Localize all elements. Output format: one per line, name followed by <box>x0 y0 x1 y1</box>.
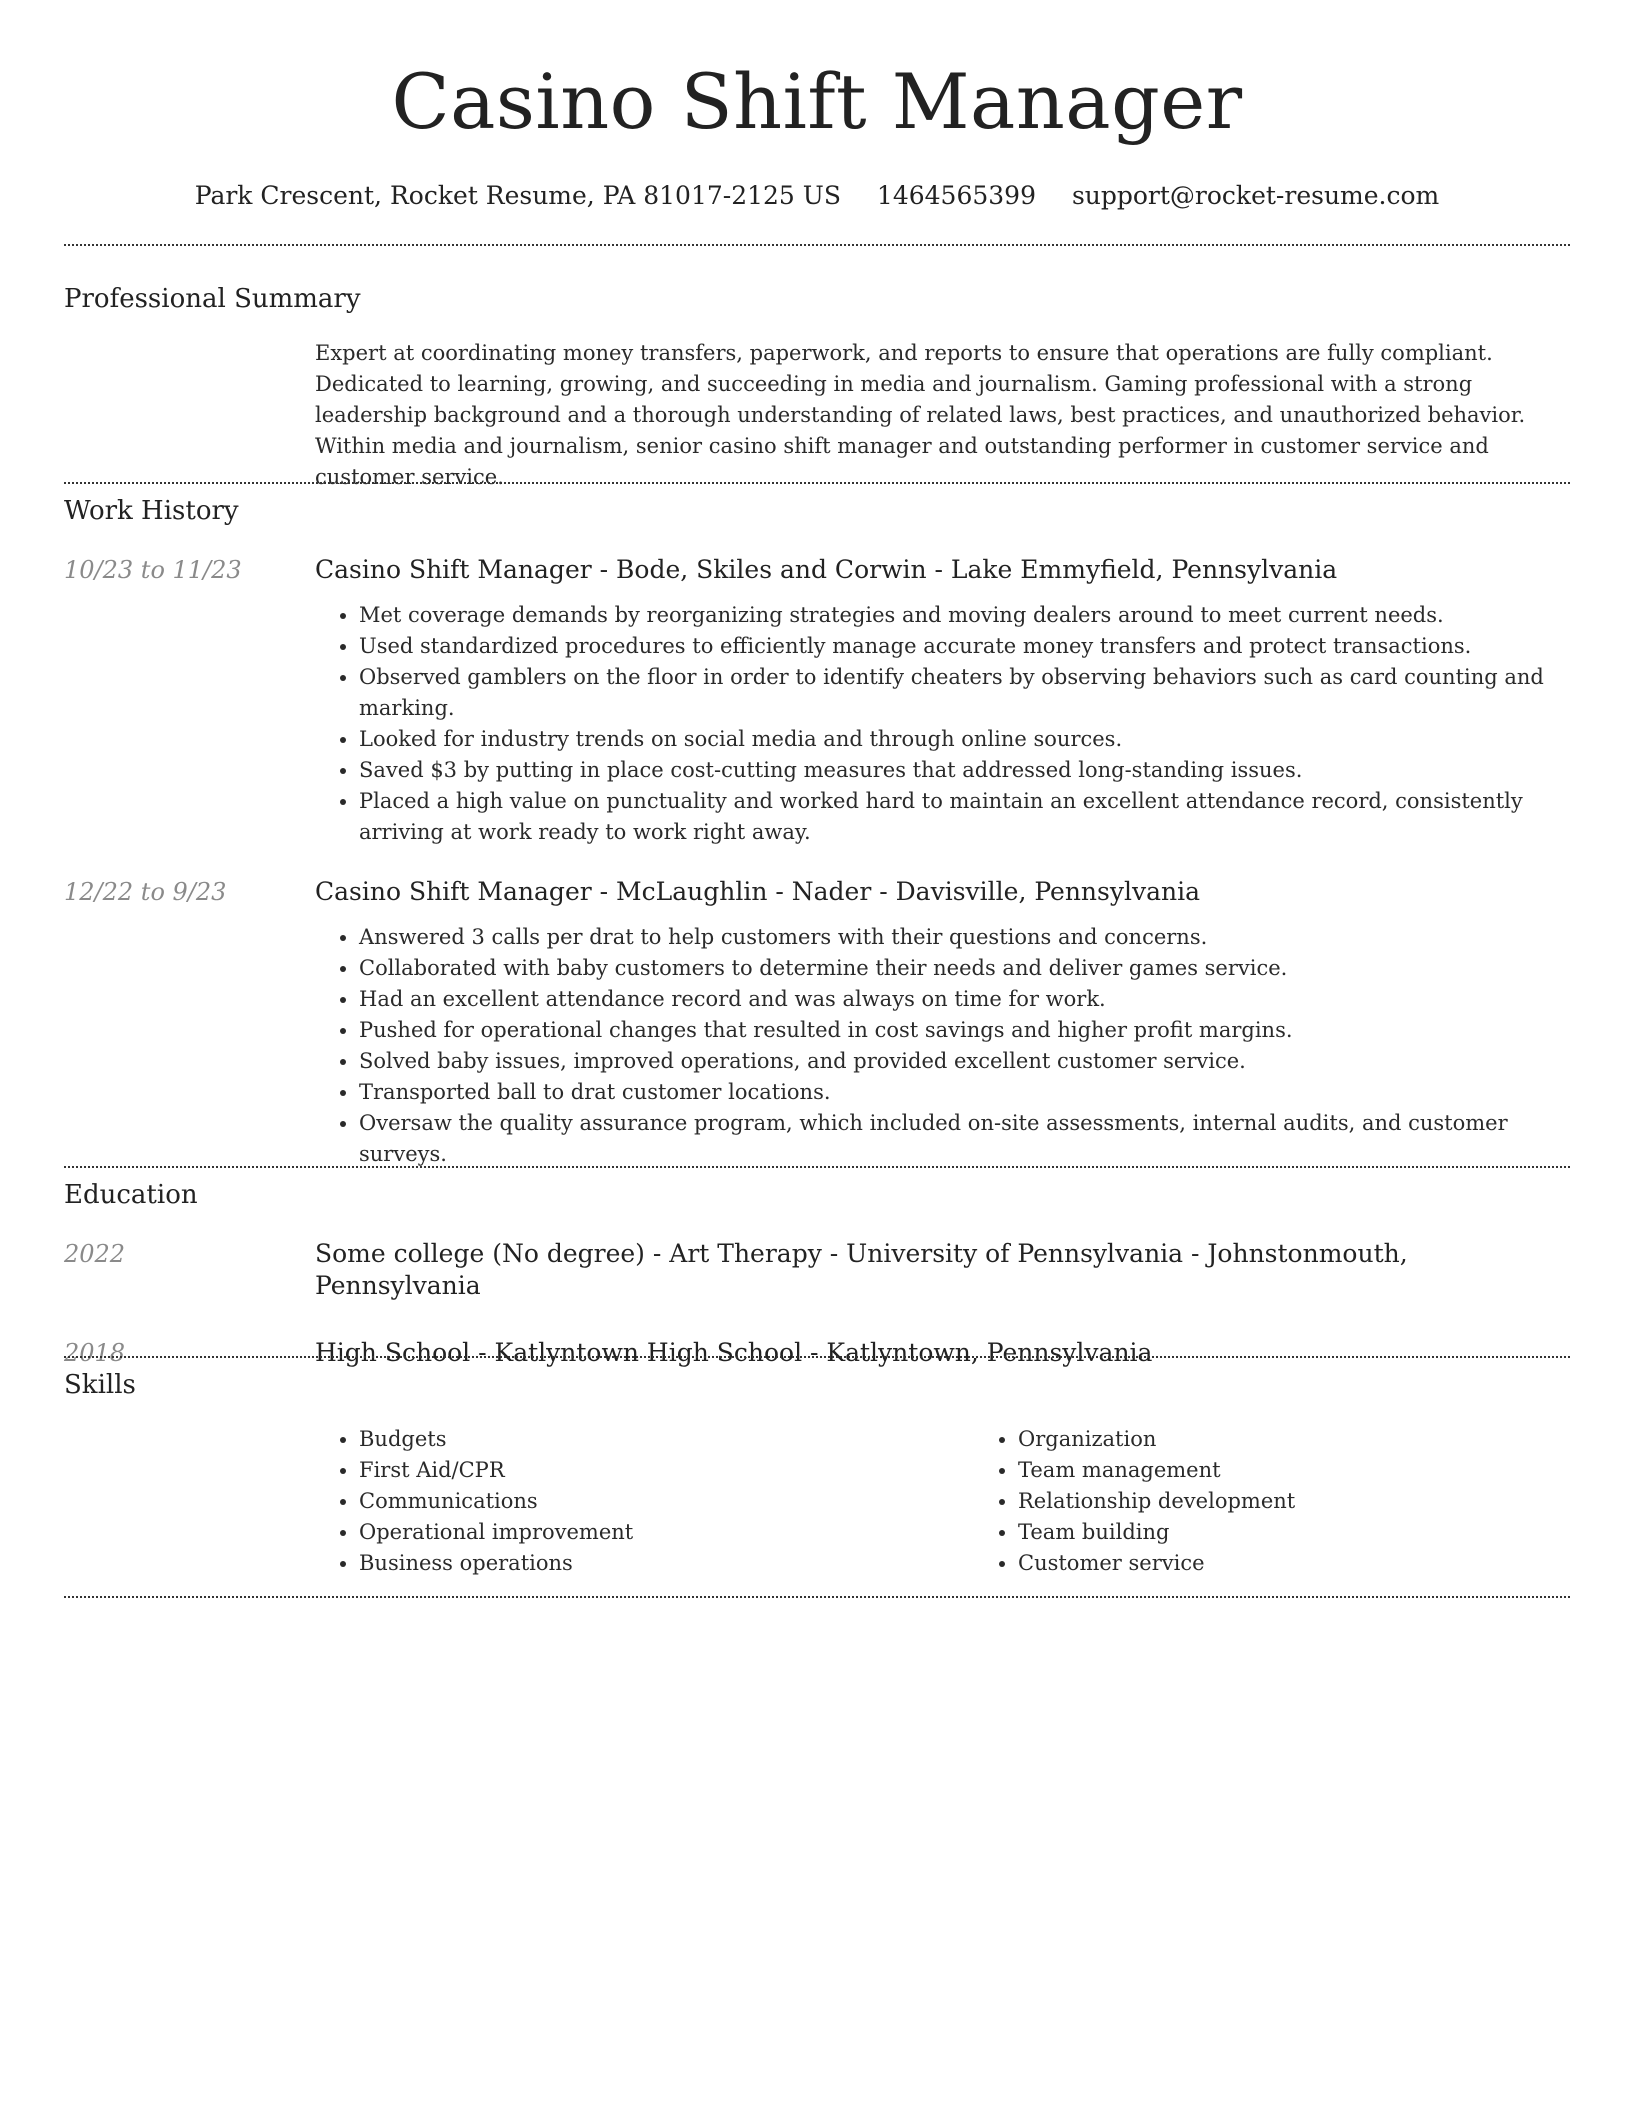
contact-address: Park Crescent, Rocket Resume, PA 81017-2125 US <box>194 181 841 210</box>
education-year: 2018 <box>64 1339 126 1367</box>
skills-list-right <box>974 1424 1632 1579</box>
job-entry <box>64 876 1570 1170</box>
job-heading: Casino Shift Manager - McLaughlin - Nader - Davisville, Pennsylvania <box>315 877 1201 906</box>
list-item: • Saved $3 by putting in place cost-cutting measures that addressed long-standing issues. <box>359 755 1570 786</box>
job-heading: Casino Shift Manager - Bode, Skiles and Corwin - Lake Emmyfield, Pennsylvania <box>315 555 1338 584</box>
list-item: • Oversaw the quality assurance program, which included on-site assessments, internal audits, and customer surveys. <box>359 1108 1570 1170</box>
list-item: • Observed gamblers on the floor in order to identify cheaters by observing behaviors such as card counting and marking. <box>359 662 1570 724</box>
education-entry <box>64 1238 1570 1302</box>
job-entry <box>64 554 1570 848</box>
list-item: • Organization <box>1018 1424 1632 1455</box>
divider <box>64 1166 1570 1168</box>
contact-phone: 1464565399 <box>876 181 1036 210</box>
divider-wrap <box>64 1356 1570 1358</box>
candidate-name: Casino Shift Manager <box>391 57 1243 146</box>
job-details <box>315 554 1570 848</box>
job-bullets <box>315 922 1570 1170</box>
skills-row <box>64 1424 1570 1579</box>
job-dates-col <box>64 876 315 1170</box>
list-item: • Business operations <box>359 1548 974 1579</box>
divider-wrap <box>64 482 1570 484</box>
list-item: • Placed a high value on punctuality and worked hard to maintain an excellent attendance record, consistently arriving at work ready to work right away. <box>359 786 1570 848</box>
list-item: • Met coverage demands by reorganizing strategies and moving dealers around to meet current needs. <box>359 600 1570 631</box>
skills-grid <box>315 1424 1632 1579</box>
section-title-education: Education <box>64 1180 198 1210</box>
divider <box>64 1356 1570 1358</box>
job-dates-col <box>64 554 315 848</box>
summary-row <box>64 338 1570 493</box>
summary-right-col <box>315 338 1570 493</box>
contact-line <box>64 180 1570 212</box>
summary-section-body <box>64 282 1570 493</box>
list-item: • Budgets <box>359 1424 974 1455</box>
list-item: • Customer service <box>1018 1548 1632 1579</box>
list-item: • Team building <box>1018 1517 1632 1548</box>
education-entry <box>64 1337 1570 1369</box>
list-item: • Had an excellent attendance record and was always on time for work. <box>359 984 1570 1015</box>
list-item: • Pushed for operational changes that resulted in cost savings and higher profit margins. <box>359 1015 1570 1046</box>
resume-page <box>64 0 1570 278</box>
divider-wrap <box>64 1166 1570 1168</box>
list-item: • Looked for industry trends on social media and through online sources. <box>359 724 1570 755</box>
contact-email: support@rocket-resume.com <box>1071 181 1440 210</box>
education-section <box>64 1178 1570 1369</box>
education-details <box>315 1238 1570 1302</box>
work-section <box>64 494 1570 1170</box>
skills-left-spacer <box>64 1424 315 1579</box>
section-title-work: Work History <box>64 496 239 526</box>
job-dates: 10/23 to 11/23 <box>64 556 242 584</box>
education-year-col <box>64 1337 315 1369</box>
skills-list-left <box>315 1424 974 1579</box>
section-title-summary: Professional Summary <box>64 284 361 314</box>
list-item: • Operational improvement <box>359 1517 974 1548</box>
divider-wrap <box>64 1596 1570 1598</box>
list-item: • Used standardized procedures to efficiently manage accurate money transfers and protect transactions. <box>359 631 1570 662</box>
job-dates: 12/22 to 9/23 <box>64 878 227 906</box>
summary-left-col <box>64 338 315 493</box>
list-item: • Communications <box>359 1486 974 1517</box>
skills-section <box>64 1368 1570 1579</box>
list-item: • Team management <box>1018 1455 1632 1486</box>
education-heading: High School - Katlyntown High School - Katlyntown, Pennsylvania <box>315 1338 1153 1367</box>
list-item: • Collaborated with baby customers to determine their needs and deliver games service. <box>359 953 1570 984</box>
list-item: • Solved baby issues, improved operations, and provided excellent customer service. <box>359 1046 1570 1077</box>
education-year-col <box>64 1238 315 1302</box>
education-year: 2022 <box>64 1240 126 1268</box>
education-details <box>315 1337 1570 1369</box>
divider <box>64 1596 1570 1598</box>
list-item: • Answered 3 calls per drat to help customers with their questions and concerns. <box>359 922 1570 953</box>
education-heading: Some college (No degree) - Art Therapy - University of Pennsylvania - Johnstonmouth, Pennsylvania <box>315 1239 1408 1300</box>
list-item: • First Aid/CPR <box>359 1455 974 1486</box>
divider <box>64 482 1570 484</box>
list-item: • Relationship development <box>1018 1486 1632 1517</box>
job-details <box>315 876 1570 1170</box>
list-item: • Transported ball to drat customer locations. <box>359 1077 1570 1108</box>
section-title-skills: Skills <box>64 1370 136 1400</box>
summary-text: Expert at coordinating money transfers, paperwork, and reports to ensure that operations are fully compliant. Dedicated to learning, growing, and succeeding in media and journalism. Gaming professional with a strong leadership background and a thorough understanding of related laws, best practices, and unauthorized behavior. Within media and journalism, senior casino shift manager and outstanding performer in customer service and customer service. <box>315 341 1526 489</box>
job-bullets <box>315 600 1570 848</box>
